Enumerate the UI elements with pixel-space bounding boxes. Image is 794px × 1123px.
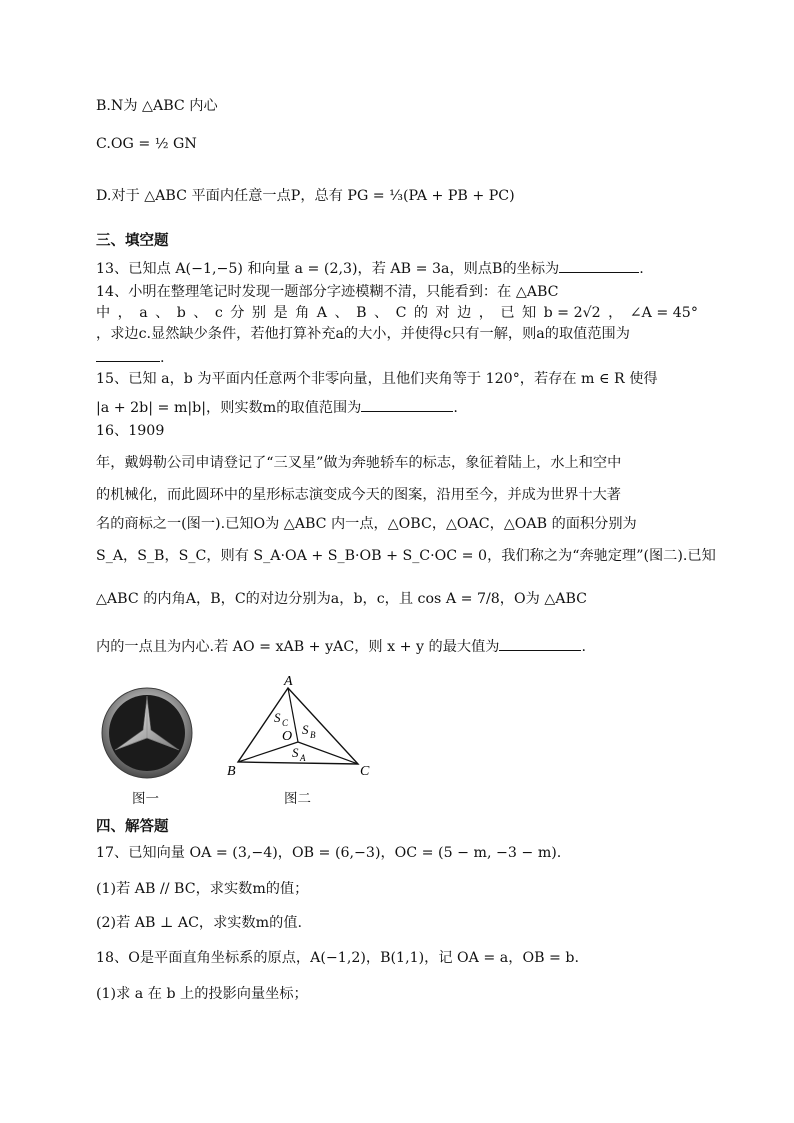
- q14-end: .: [160, 350, 165, 366]
- q16-line-5: S_A，S_B，S_C，则有 S_A·OA + S_B·OB + S_C·OC = 0，我们称之为“奔驰定理”(图二).已知: [96, 548, 716, 564]
- q15-line-1: 15、已知 a，b 为平面内任意两个非零向量，且他们夹角等于 120°，若存在 m ∈ R 使得: [96, 371, 658, 387]
- q17-part-1: (1)若 AB // BC，求实数m的值；: [96, 881, 309, 897]
- q15-answer-blank[interactable]: [361, 397, 453, 412]
- q13-text: 13、已知点 A(−1,−5) 和向量 a = (2,3)，若 AB = 3a，则点B的坐标为: [96, 261, 560, 277]
- q15-end: .: [453, 400, 458, 416]
- q14-line-2-token: b = 2√2: [543, 305, 601, 321]
- q14-line-3: ，求边c.显然缺少条件，若他打算补充a的大小，并使得c只有一解，则a的取值范围为: [96, 326, 630, 342]
- q16-line-2: 年，戴姆勒公司申请登记了“三叉星”做为奔驰轿车的标志，象征着陆上，水上和空中: [96, 455, 622, 471]
- segment-ob: [238, 742, 298, 762]
- q14-line-2-token: 的: [413, 305, 429, 321]
- option-d: D.对于 △ABC 平面内任意一点P，总有 PG = ⅓(PA + PB + PC): [96, 188, 515, 204]
- triangle-abc-diagram: [222, 672, 382, 784]
- area-label-sa-subscript: A: [300, 753, 306, 763]
- point-label-o: O: [282, 729, 293, 744]
- q14-line-2-token: ，: [608, 305, 623, 321]
- q14-line-2: [96, 305, 698, 322]
- q16-line-1: 16、1909: [96, 423, 165, 439]
- q16-end: .: [581, 639, 586, 655]
- q17-part-2: (2)若 AB ⊥ AC，求实数m的值.: [96, 915, 303, 931]
- q13-answer-blank[interactable]: [559, 258, 639, 273]
- vertex-label-b: B: [227, 764, 236, 779]
- figure-2-caption: 图二: [284, 791, 311, 807]
- q14-line-2-token: 知: [521, 305, 537, 321]
- option-b: B.N为 △ABC 内心: [96, 98, 218, 114]
- q18-stem: 18、O是平面直角坐标系的原点，A(−1,2)，B(1,1)，记 OA = a，OB = b.: [96, 950, 580, 966]
- option-c: C.OG = ½ GN: [96, 136, 197, 152]
- q16-line-7: [96, 636, 586, 656]
- q16-text: 内的一点且为内心.若 AO = xAB + yAC，则 x + y 的最大值为: [96, 639, 500, 655]
- q14-line-1: 14、小明在整理笔记时发现一题部分字迹模糊不清，只能看到：在 △ABC: [96, 284, 559, 300]
- q14-line-2-token: 是: [273, 305, 288, 321]
- q14-line-2-token: a: [139, 305, 148, 321]
- q14-line-2-token: A: [316, 305, 328, 321]
- mercedes-star-logo-figure: [100, 686, 194, 780]
- q14-line-2-token: 、: [155, 305, 170, 321]
- question-13: [96, 258, 644, 278]
- q14-line-2-token: 别: [251, 305, 267, 321]
- q14-line-2-token: 对: [435, 305, 450, 321]
- q15-line-2: [96, 397, 458, 417]
- area-label-sb: S: [302, 722, 309, 737]
- q17-stem: 17、已知向量 OA = (3,−4)，OB = (6,−3)，OC = (5 − m, −3 − m).: [96, 845, 562, 861]
- q14-line-2-token: b: [176, 305, 186, 321]
- area-label-sc: S: [274, 710, 281, 725]
- q14-line-2-token: ，: [478, 305, 493, 321]
- area-label-sc-subscript: C: [282, 718, 289, 728]
- section-4-heading: 四、解答题: [96, 819, 169, 835]
- q16-line-4: 名的商标之一(图一).已知O为 △ABC 内一点，△OBC，△OAC，△OAB 的面积分别为: [96, 516, 637, 532]
- q14-line-2-token: 、: [193, 305, 208, 321]
- q16-line-3: 的机械化，而此圆环中的星形标志演变成今天的图案，沿用至今，并成为世界十大著: [96, 487, 621, 503]
- vertex-label-a: A: [284, 674, 293, 689]
- area-label-sa: S: [292, 745, 299, 760]
- q18-part-1: (1)求 a 在 b 上的投影向量坐标；: [96, 986, 308, 1002]
- q14-line-2-token: 中: [96, 305, 111, 321]
- q14-line-2-token: 、: [373, 305, 389, 321]
- figure-1-caption: 图一: [132, 791, 159, 807]
- q14-line-2-token: ，: [117, 305, 132, 321]
- q14-line-2-token: 边: [457, 305, 472, 321]
- q14-answer-blank[interactable]: [96, 347, 160, 362]
- q14-line-2-token: ∠A = 45°: [629, 305, 698, 321]
- q16-answer-blank[interactable]: [499, 636, 581, 651]
- q15-text: |a + 2b| = m|b|，则实数m的取值范围为: [96, 400, 362, 416]
- segment-oc: [298, 742, 358, 764]
- q14-line-2-token: 、: [334, 305, 349, 321]
- section-3-heading: 三、填空题: [96, 233, 169, 249]
- area-label-sb-subscript: B: [310, 730, 316, 740]
- q14-line-2-token: B: [356, 305, 367, 321]
- q14-line-2-token: 已: [500, 305, 515, 321]
- q14-line-2-token: 角: [295, 305, 310, 321]
- q14-answer-line: [96, 347, 165, 367]
- q16-line-6: △ABC 的内角A，B，C的对边分别为a，b，c，且 cos A = 7/8，O为 △ABC: [96, 591, 588, 607]
- q14-line-2-token: C: [395, 305, 407, 321]
- q14-line-2-token: 分: [230, 305, 245, 321]
- vertex-label-c: C: [360, 764, 370, 779]
- q13-end: .: [639, 261, 644, 277]
- q14-line-2-token: c: [214, 305, 223, 321]
